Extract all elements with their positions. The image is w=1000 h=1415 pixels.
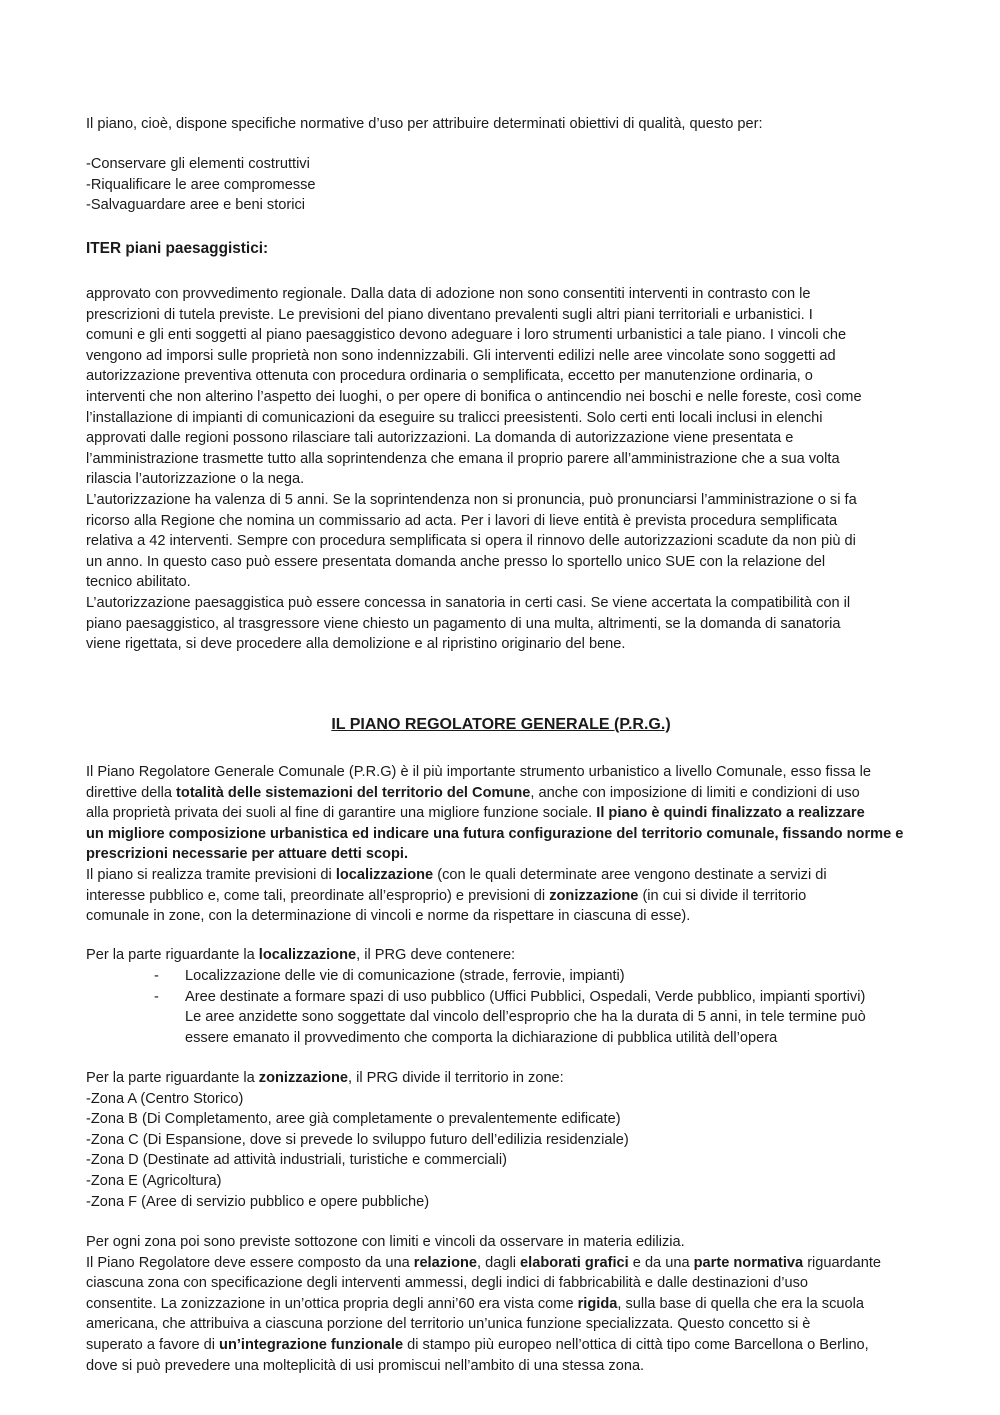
prg-line: Il Piano Regolatore Generale Comunale (P.R.G) è il più importante strumento urbanistico a livello Comunale, esso fissa le [86, 764, 871, 780]
zone-item: -Zona B (Di Completamento, aree già completamente o prevalentemente edificate) [86, 1111, 621, 1128]
prg-line: alla proprietà privata dei suoli al fine di garantire una migliore funzione sociale. Il piano è quindi finalizzato a realizzare [86, 805, 865, 822]
iter-line: vengono ad imporsi sulle proprietà non sono indennizzabili. Gli interventi edilizi nelle aree vincolate sono soggetti ad [86, 347, 836, 364]
prg-line: direttive della totalità delle sistemazioni del territorio del Comune, anche con imposizione di limiti e condizioni di uso [86, 784, 860, 801]
iter-line: comuni e gli enti soggetti al piano paesaggistico devono adeguare i loro strumenti urbanistici a tale piano. I vincoli che [86, 327, 847, 344]
intro-item: -Salvaguardare aree e beni storici [86, 197, 306, 214]
iter-line: approvati dalle regioni possono rilasciare tali autorizzazioni. La domanda di autorizzazione viene presentata e [86, 430, 794, 447]
prg-title: IL PIANO REGOLATORE GENERALE (P.R.G.) [331, 716, 671, 733]
intro-item: -Conservare gli elementi costruttivi [86, 156, 310, 172]
prg-line: comunale in zone, con la determinazione di vincoli e norme da rispettare in ciascuna di esse). [86, 908, 691, 925]
prg-paragraph [86, 762, 916, 927]
zone-item: -Zona F (Aree di servizio pubblico e opere pubbliche) [86, 1193, 430, 1210]
zone-item: -Zona C (Di Espansione, dove si prevede lo sviluppo futuro dell’edilizia residenziale) [86, 1131, 629, 1148]
final-line: consentite. La zonizzazione in un’ottica propria degli anni’60 era vista come rigida, sulla base di quella che era la scuola [86, 1295, 864, 1312]
iter-line: ricorso alla Regione che nomina un commissario ad acta. Per i lavori di lieve entità è prevista procedura semplificata [86, 512, 838, 529]
iter-line: L’autorizzazione paesaggistica può essere concessa in sanatoria in certi casi. Se viene accertata la compatibilità con il [86, 594, 851, 611]
bullet-dash: - [154, 968, 159, 984]
final-line: Per ogni zona poi sono previste sottozone con limiti e vincoli da osservare in materia edilizia. [86, 1234, 685, 1250]
iter-line: piano paesaggistico, al trasgressore viene chiesto un pagamento di una multa, altrimenti, se la domanda di sanatoria [86, 615, 841, 632]
zonizzazione-section [86, 1068, 916, 1212]
final-line: dove si può prevedere una molteplicità di usi promiscui nell’ambito di una stessa zona. [86, 1357, 645, 1374]
iter-line: autorizzazione preventiva ottenuta con procedura ordinaria o semplificata, eccetto per manutenzione ordinaria, o [86, 368, 813, 385]
intro-item: -Riqualificare le aree compromesse [86, 176, 316, 193]
iter-line: rilascia l’autorizzazione o la nega. [86, 471, 305, 488]
prg-line: Il piano si realizza tramite previsioni di localizzazione (con le quali determinate aree vengono destinate a servizi di [86, 866, 827, 883]
iter-line: un anno. In questo caso può essere presentata domanda anche presso lo sportello unico SUE con la relazione del [86, 553, 826, 570]
iter-line: viene rigettata, si deve procedere alla demolizione e al ripristino originario del bene. [86, 636, 626, 653]
localizzazione-list [86, 966, 916, 1048]
iter-paragraph [86, 284, 916, 655]
final-line: americana, che attribuiva a ciascuna porzione del territorio un’unica funzione specializzata. Questo concetto si è [86, 1316, 811, 1333]
final-paragraph [86, 1232, 916, 1376]
intro-paragraph [86, 114, 916, 135]
intro-line: Il piano, cioè, dispone specifiche normative d’uso per attribuire determinati obiettivi di qualità, questo per: [86, 116, 763, 132]
final-line: ciascuna zona con specificazione degli interventi ammessi, degli indici di fabbricabilità e dalle destinazioni d’uso [86, 1275, 808, 1292]
iter-line: relativa a 42 interventi. Sempre con procedura semplificata si opera il rinnovo delle autorizzazioni scadute da non più di [86, 533, 856, 550]
bullet-dash: - [154, 988, 159, 1005]
final-line: superato a favore di un’integrazione funzionale di stampo più europeo nell’ottica di città tipo come Barcellona o Berlino, [86, 1336, 869, 1353]
zone-item: -Zona D (Destinate ad attività industriali, turistiche e commerciali) [86, 1152, 507, 1169]
zone-item: -Zona E (Agricoltura) [86, 1172, 222, 1189]
iter-line: prescrizioni di tutela previste. Le previsioni del piano diventano prevalenti sugli altri piani territoriali e urbanistici. I [86, 306, 813, 323]
iter-line: tecnico abilitato. [86, 574, 191, 591]
iter-line: L’autorizzazione ha valenza di 5 anni. Se la soprintendenza non si pronuncia, può pronunciarsi l’amministrazione o si fa [86, 491, 857, 508]
list-item: - Localizzazione delle vie di comunicazione (strade, ferrovie, impianti) [86, 966, 916, 987]
iter-heading: ITER piani paesaggistici: [86, 240, 269, 257]
iter-line: interventi che non alterino l’aspetto dei luoghi, o per opere di bonifica o antincendio nei boschi e nelle foreste, così come [86, 388, 862, 405]
intro-list [86, 154, 916, 216]
localizzazione-intro: Per la parte riguardante la localizzazione, il PRG deve contenere: [86, 947, 516, 963]
list-item: - Aree destinate a formare spazi di uso pubblico (Uffici Pubblici, Ospedali, Verde pubblico, impianti sportivi) Le aree anzidette sono soggettate dal vincolo dell’esproprio che ha la durata di 5 anni, in tele termine può essere emanato il provvedimento che comporta la dichiarazione di pubblica utilità dell’opera [154, 988, 866, 1046]
prg-line: prescrizioni necessarie per attuare detti scopi. [86, 846, 408, 863]
prg-line: un migliore composizione urbanistica ed indicare una futura configurazione del territorio comunale, fissando norme e [86, 825, 904, 842]
prg-line: interesse pubblico e, come tali, preordinate all’esproprio) e previsioni di zonizzazione (in cui si divide il territorio [86, 887, 807, 904]
iter-line: approvato con provvedimento regionale. Dalla data di adozione non sono consentiti interventi in contrasto con le [86, 286, 811, 302]
zonizzazione-intro: Per la parte riguardante la zonizzazione, il PRG divide il territorio in zone: [86, 1070, 564, 1086]
zone-item: -Zona A (Centro Storico) [86, 1090, 244, 1107]
final-line: Il Piano Regolatore deve essere composto da una relazione, dagli elaborati grafici e da una parte normativa riguardante [86, 1254, 882, 1271]
iter-line: l’amministrazione trasmette tutto alla soprintendenza che emana il proprio parere all’amministrazione che a sua volta [86, 450, 840, 467]
iter-line: l’installazione di impianti di comunicazioni da eseguire su tralicci preesistenti. Solo certi enti locali inclusi in elenchi [86, 409, 823, 426]
